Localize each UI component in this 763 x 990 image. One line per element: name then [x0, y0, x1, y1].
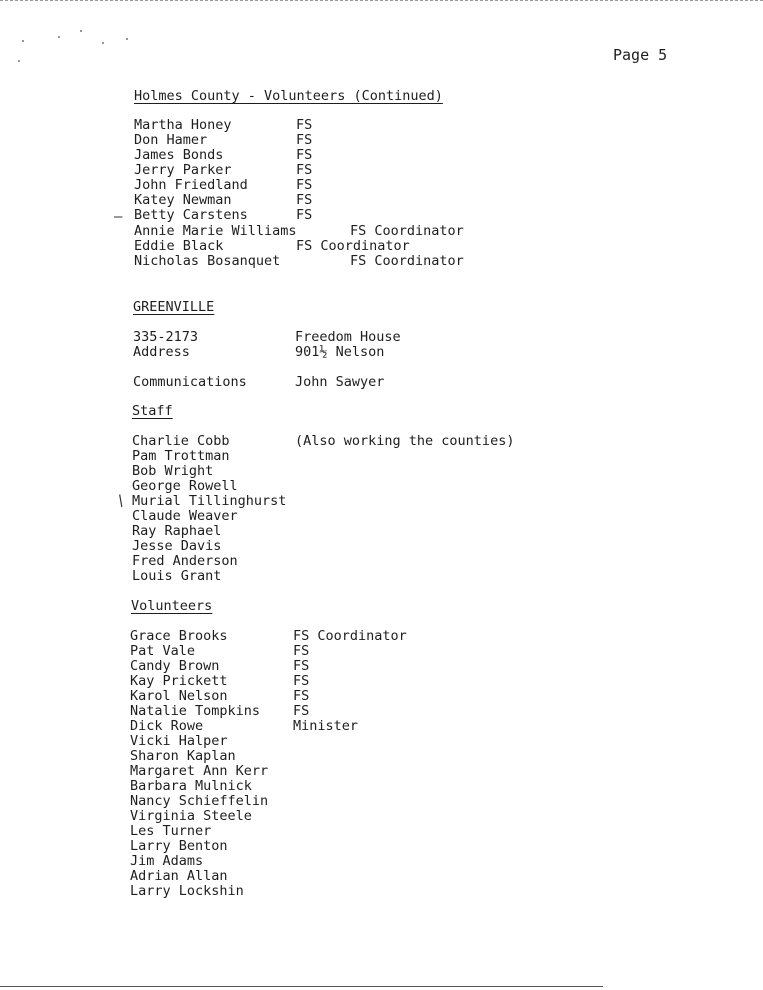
- volunteer-role: FS: [296, 192, 313, 208]
- list-item: [132, 434, 552, 449]
- list-item: [132, 464, 552, 479]
- scan-speck: [102, 42, 104, 44]
- office-name: Freedom House: [295, 329, 401, 345]
- list-item: [132, 554, 552, 569]
- staff-note: (Also working the counties): [295, 433, 515, 449]
- volunteer-name: Margaret Ann Kerr: [130, 763, 269, 779]
- volunteer-name: Nicholas Bosanquet: [134, 253, 281, 269]
- address-value: 901½ Nelson: [295, 344, 385, 360]
- list-item: [132, 509, 552, 524]
- list-item: [130, 839, 550, 854]
- volunteer-name: Don Hamer: [134, 132, 208, 148]
- volunteer-name: Annie Marie Williams: [134, 223, 297, 239]
- list-item: [132, 569, 552, 584]
- greenville-info: [133, 330, 553, 390]
- list-item: [130, 764, 550, 779]
- list-item: [130, 644, 550, 659]
- staff-name: Louis Grant: [132, 568, 222, 584]
- volunteer-role: FS: [296, 132, 313, 148]
- volunteer-name: Candy Brown: [130, 658, 220, 674]
- volunteer-name: Nancy Schieffelin: [130, 793, 269, 809]
- volunteer-name: Grace Brooks: [130, 628, 228, 644]
- volunteer-name: Kay Prickett: [130, 673, 228, 689]
- list-item: [130, 779, 550, 794]
- list-item: [130, 629, 550, 644]
- list-item: [134, 208, 554, 223]
- list-item: [132, 479, 552, 494]
- volunteer-role: FS: [293, 703, 310, 719]
- volunteers-heading: Volunteers: [131, 598, 213, 614]
- list-item: [130, 794, 550, 809]
- info-row: [133, 330, 553, 345]
- staff-name: Jesse Davis: [132, 538, 222, 554]
- phone-number: 335-2173: [133, 329, 199, 345]
- list-item: [134, 148, 554, 163]
- list-item: [132, 539, 552, 554]
- volunteer-name: James Bonds: [134, 147, 224, 163]
- volunteer-name: Larry Lockshin: [130, 883, 244, 899]
- staff-name: Claude Weaver: [132, 508, 238, 524]
- volunteer-role: FS: [293, 688, 310, 704]
- volunteer-name: Vicki Halper: [130, 733, 228, 749]
- list-item: [134, 239, 554, 254]
- volunteer-name: Betty Carstens: [134, 207, 248, 223]
- page-number: Page 5: [613, 46, 668, 64]
- info-row: [133, 345, 553, 360]
- staff-name: Bob Wright: [132, 463, 214, 479]
- staff-heading: Staff: [132, 403, 173, 419]
- list-item: [130, 749, 550, 764]
- list-item: [130, 854, 550, 869]
- info-row: [133, 375, 553, 390]
- list-item: [134, 178, 554, 193]
- volunteer-role: FS: [293, 673, 310, 689]
- list-item: [130, 884, 550, 899]
- volunteer-role: FS Coordinator: [293, 628, 407, 644]
- page-bottom-edge: [0, 986, 603, 987]
- volunteer-name: Eddie Black: [134, 238, 224, 254]
- volunteer-name: Katey Newman: [134, 192, 232, 208]
- list-item: [132, 449, 552, 464]
- volunteer-name: Barbara Mulnick: [130, 778, 252, 794]
- volunteer-role: Minister: [293, 718, 359, 734]
- volunteer-role: FS: [293, 643, 310, 659]
- volunteer-role: FS: [296, 162, 313, 178]
- list-item: [134, 118, 554, 133]
- list-item: [132, 494, 552, 509]
- staff-list: [132, 434, 552, 584]
- page-top-edge: [0, 0, 763, 1]
- volunteer-role: FS: [296, 177, 313, 193]
- volunteer-name: Martha Honey: [134, 117, 232, 133]
- list-item: [130, 689, 550, 704]
- list-item: [130, 719, 550, 734]
- handwritten-dash-mark: –: [114, 209, 123, 225]
- staff-name: Pam Trottman: [132, 448, 230, 464]
- address-label: Address: [133, 344, 190, 360]
- volunteer-role: FS Coordinator: [350, 253, 464, 269]
- list-item: [134, 254, 554, 269]
- list-item: [132, 524, 552, 539]
- list-item: [130, 704, 550, 719]
- greenville-volunteer-list: [130, 629, 550, 899]
- volunteer-name: Karol Nelson: [130, 688, 228, 704]
- list-item: [130, 869, 550, 884]
- volunteer-name: Adrian Allan: [130, 868, 228, 884]
- list-item: [130, 824, 550, 839]
- volunteer-role: FS: [296, 147, 313, 163]
- volunteer-name: Jim Adams: [130, 853, 204, 869]
- staff-name: George Rowell: [132, 478, 238, 494]
- communications-value: John Sawyer: [295, 374, 385, 390]
- list-item: [130, 809, 550, 824]
- communications-label: Communications: [133, 374, 247, 390]
- scan-speck: [80, 30, 82, 32]
- volunteer-name: Natalie Tompkins: [130, 703, 261, 719]
- volunteer-name: Jerry Parker: [134, 162, 232, 178]
- holmes-volunteer-list: [134, 118, 554, 269]
- volunteer-role: FS Coordinator: [296, 238, 410, 254]
- volunteer-role: FS: [293, 658, 310, 674]
- volunteer-name: Larry Benton: [130, 838, 228, 854]
- staff-name: Ray Raphael: [132, 523, 222, 539]
- staff-name: Murial Tillinghurst: [132, 493, 287, 509]
- holmes-heading: Holmes County - Volunteers (Continued): [134, 88, 443, 104]
- list-item: [134, 224, 554, 239]
- scan-speck: [18, 60, 20, 62]
- volunteer-name: Sharon Kaplan: [130, 748, 236, 764]
- volunteer-name: Les Turner: [130, 823, 212, 839]
- list-item: [130, 674, 550, 689]
- volunteer-role: FS: [296, 117, 313, 133]
- volunteer-name: Pat Vale: [130, 643, 196, 659]
- volunteer-role: FS Coordinator: [350, 223, 464, 239]
- list-item: [130, 734, 550, 749]
- scan-speck: [22, 40, 24, 42]
- list-item: [130, 659, 550, 674]
- list-item: [134, 163, 554, 178]
- list-item: [134, 133, 554, 148]
- volunteer-name: John Friedland: [134, 177, 248, 193]
- scan-speck: [58, 36, 60, 38]
- staff-name: Charlie Cobb: [132, 433, 230, 449]
- volunteer-name: Dick Rowe: [130, 718, 204, 734]
- scan-speck: [126, 38, 128, 40]
- greenville-heading: GREENVILLE: [133, 299, 215, 315]
- list-item: [134, 193, 554, 208]
- volunteer-name: Virginia Steele: [130, 808, 252, 824]
- staff-name: Fred Anderson: [132, 553, 238, 569]
- volunteer-role: FS: [296, 207, 313, 223]
- handwritten-check-mark: /: [113, 492, 130, 510]
